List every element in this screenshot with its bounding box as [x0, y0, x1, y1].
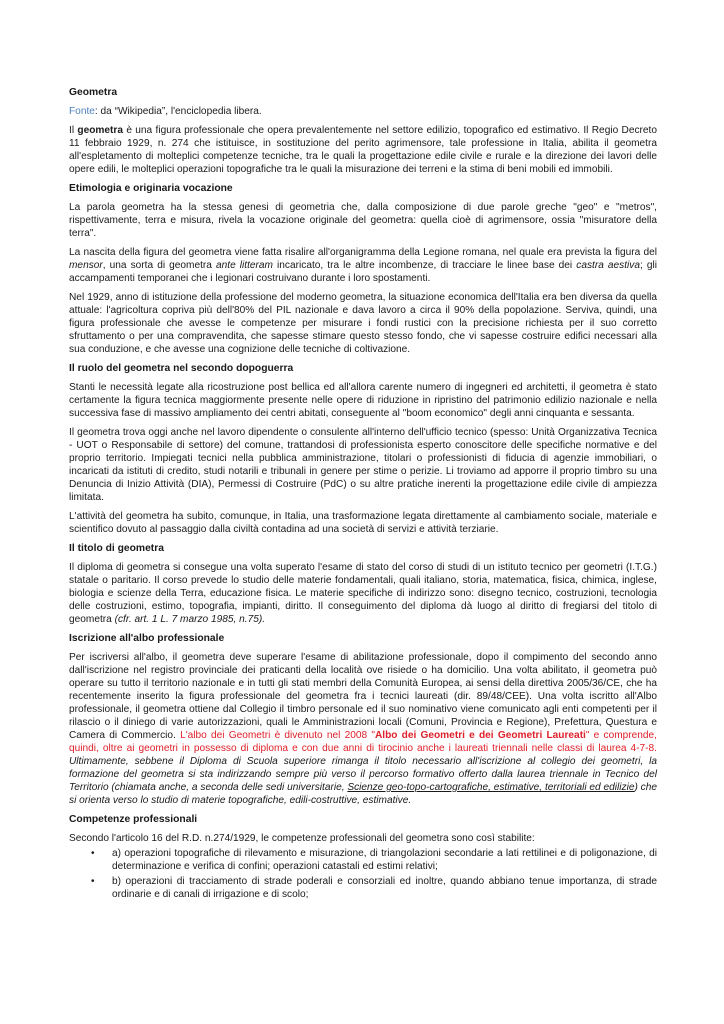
document-page [69, 86, 657, 903]
paragraph: L'attività del geometra ha subito, comunque, in Italia, una trasformazione legata direttamente al cambiamento sociale, materiale e scientifico dovuto al passaggio dalla civiltà contadina ad una società di servizi e attività terziarie. [69, 511, 657, 535]
list-item: • b) operazioni di tracciamento di strade poderali e consorziali ed inoltre, quando abbiano tenue importanza, di strade ordinarie e di canali di irrigazione e di scolo; [91, 876, 657, 900]
bullet-icon: • [91, 848, 95, 859]
section-heading-competenze: Competenze professionali [69, 814, 198, 825]
highlighted-text: L'albo dei Geometri è divenuto nel 2008 "Albo dei Geometri e dei Geometri Laureati" e comprende, quindi, oltre ai geometri in possesso di diploma e con due anni di tirocinio anche i laureati triennali nelle classi di laurea 4-7-8. [69, 730, 657, 754]
page-title: Geometra [69, 87, 118, 98]
list-item: • a) operazioni topografiche di rilevamento e misurazione, di triangolazioni secondarie a lati rettilinei e di poligonazione, di determinazione e verifica di confini; operazioni catastali ed estimi relativi; [91, 848, 657, 872]
section-heading-titolo: Il titolo di geometra [69, 543, 164, 554]
intro-paragraph: Il geometra è una figura professionale che opera prevalentemente nel settore edilizio, topografico ed estimativo. Il Regio Decreto 11 febbraio 1929, n. 274 che istituisce, in sostituzione del perito agrimensore, tale professione in Italia, abilita il geometra all'espletamento di molteplici competenze tecniche, tra le quali la progettazione edile civile e rurale e la direzione dei lavori delle opere edili, le molteplici operazioni topografiche tra le quali la misurazione dei terreni e la stima di beni mobili ed immobili. [69, 125, 657, 175]
paragraph: Il diploma di geometra si consegue una volta superato l'esame di stato del corso di studi di un istituto tecnico per geometri (I.T.G.) statale o paritario. Il corso prevede lo studio delle materie fondamentali, quali italiano, storia, matematica, fisica, chimica, inglese, biologia e scienze della Terra, educazione fisica. Le materie specifiche di indirizzo sono: disegno tecnico, costruzioni, tecnologia delle costruzioni, estimo, topografia, impianti, diritto. Il conseguimento del diploma dà luogo al diritto di fregiarsi del titolo di geometra (cfr. art. 1 L. 7 marzo 1985, n.75). [69, 562, 657, 625]
paragraph: Per iscriversi all'albo, il geometra deve superare l'esame di abilitazione professionale, dopo il compimento del secondo anno dall'iscrizione nel registro provinciale dei praticanti della località ove risiede o ha domicilio. Una volta abilitato, il geometra può operare su tutto il territorio nazionale e in tutti gli stati membri della Comunità Europea, ai sensi della direttiva 2005/36/CE, che ha recentemente inserito la figura professionale del geometra fra i tecnici laureati (dir. 89/48/CEE). Una volta iscritto all'Albo professionale, il geometra ottiene dal Collegio il timbro personale ed il suo nominativo viene comunicato agli enti competenti per il rilascio o il diniego di varie autorizzazioni, quali le Amministrazioni locali (Comuni, Provincia e Regione), Prefettura, Questura e Camera di Commercio. L'albo dei Geometri è divenuto nel 2008 "Albo dei Geometri e dei Geometri Laureati" e comprende, quindi, oltre ai geometri in possesso di diploma e con due anni di tirocinio anche i laureati triennali nelle classi di laurea 4-7-8. Ultimamente, sebbene il Diploma di Scuola superiore rimanga il titolo necessario all'iscrizione al collegio dei geometri, la formazione del geometra si sta indirizzando sempre più verso il percorso formativo offerto dalla laurea triennale in Tecnico del Territorio (chiamata anche, a seconda delle sedi universitarie, Scienze geo-topo-cartografiche, estimative, territoriali ed edilizie) che si orienta verso lo studio di materie topografiche, edili-costruttive, estimative. [69, 652, 657, 806]
bullet-icon: • [91, 876, 95, 887]
paragraph: La parola geometra ha la stessa genesi di geometria che, dalla composizione di due parole greche "geo" e "metros", rispettivamente, terra e misura, rivela la vocazione originale del geometra: quella cioè di agrimensore, ossia "misuratore della terra". [69, 202, 657, 239]
paragraph: Nel 1929, anno di istituzione della professione del moderno geometra, la situazione economica dell'Italia era ben diversa da quella attuale: l'agricoltura copriva più dell'80% del PIL nazionale e dava lavoro a circa il 90% della popolazione. Serviva, quindi, una figura professionale che avesse le competenze per misurare i fondi rustici con la precisione richiesta per il suo corretto sfruttamento o per una compravendita, che sapesse stimare questo stesso fondo, che vi sapesse costruire edifici necessari alla sua conduzione, e che avesse una cognizione delle tecniche di coltivazione. [69, 292, 657, 355]
competenze-list [69, 847, 657, 901]
paragraph: Il geometra trova oggi anche nel lavoro dipendente o consulente all'interno dell'ufficio tecnico (spesso: Unità Organizzativa Tecnica - UOT o Responsabile di settore) del comune, trattandosi di professionista esperto conoscitore delle specifiche normative e del proprio territorio. Impiegati tecnici nella pubblica amministrazione, titolari o professionisti di fiducia di agenzie immobiliari, o incaricati da istituti di credito, studi notarili e tribunali in genere per stime o perizie. Li troviamo ad apporre il proprio timbro su una Denuncia di Inizio Attività (DIA), Permessi di Costruire (PdC) o su altre pratiche inerenti la progettazione edile civile di ampiezza limitata. [69, 427, 657, 503]
section-heading-dopoguerra: Il ruolo del geometra nel secondo dopoguerra [69, 363, 294, 374]
section-heading-etimologia: Etimologia e originaria vocazione [69, 183, 233, 194]
source-link[interactable]: Fonte [69, 106, 95, 117]
paragraph: Secondo l'articolo 16 del R.D. n.274/1929, le competenze professionali del geometra sono così stabilite: [69, 833, 535, 844]
paragraph: La nascita della figura del geometra viene fatta risalire all'organigramma della Legione romana, nel quale era prevista la figura del mensor, una sorta di geometra ante litteram incaricato, tra le altre incombenze, di tracciare le linee base dei castra aestiva; gli accampamenti temporanei che i legionari costruivano durante i loro spostamenti. [69, 247, 657, 284]
source-line: Fonte: da “Wikipedia”, l'enciclopedia libera. [69, 106, 262, 117]
paragraph: Stanti le necessità legate alla ricostruzione post bellica ed all'allora carente numero di ingegneri ed architetti, il geometra è stato certamente la figura tecnica maggiormente presente nelle opere di riduzione in ripristino del patrimonio edilizio nazionale e nella successiva fase di massivo ampliamento dei centri abitati, conseguente al "boom economico" degli anni cinquanta e sessanta. [69, 382, 657, 419]
section-heading-iscrizione: Iscrizione all'albo professionale [69, 633, 225, 644]
